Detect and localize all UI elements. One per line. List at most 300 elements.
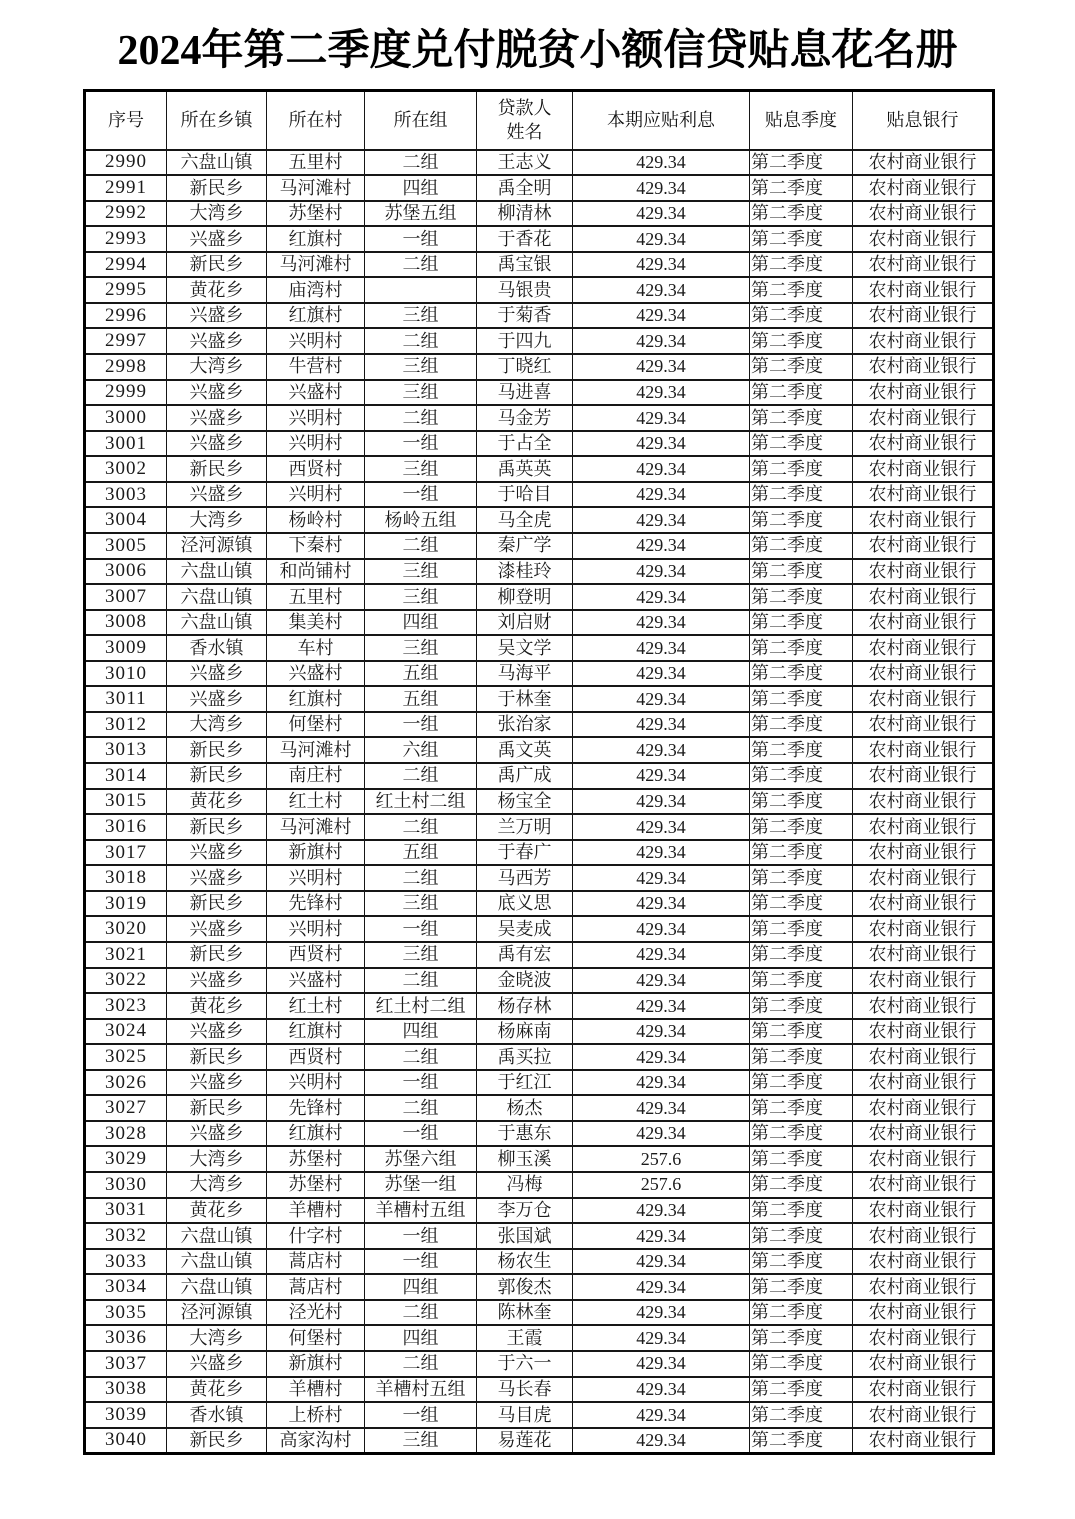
cell-group: 三组 [365,303,477,329]
cell-village: 兴明村 [267,328,365,354]
cell-name: 吴麦成 [477,916,573,942]
cell-quarter: 第二季度 [750,1019,853,1045]
cell-bank: 农村商业银行 [853,354,994,380]
cell-interest: 429.34 [573,431,750,457]
cell-quarter: 第二季度 [750,533,853,559]
cell-interest: 429.34 [573,865,750,891]
cell-serial: 3021 [85,942,167,968]
table-row [85,226,994,252]
cell-serial: 3031 [85,1198,167,1224]
cell-village: 下秦村 [267,533,365,559]
cell-township: 兴盛乡 [167,686,267,712]
cell-bank: 农村商业银行 [853,1121,994,1147]
cell-village: 何堡村 [267,1325,365,1351]
table-body [85,150,994,1454]
cell-township: 兴盛乡 [167,1121,267,1147]
cell-interest: 429.34 [573,1198,750,1224]
cell-village: 西贤村 [267,456,365,482]
header-row [85,91,994,150]
cell-group [365,277,477,303]
cell-village: 红旗村 [267,1019,365,1045]
cell-interest: 429.34 [573,712,750,738]
cell-name: 秦广学 [477,533,573,559]
cell-quarter: 第二季度 [750,328,853,354]
cell-group: 杨岭五组 [365,507,477,533]
table-row [85,405,994,431]
cell-village: 先锋村 [267,1095,365,1121]
cell-village: 苏堡村 [267,1172,365,1198]
cell-serial: 3010 [85,661,167,687]
cell-township: 新民乡 [167,891,267,917]
table-row [85,559,994,585]
table-row [85,150,994,176]
cell-village: 苏堡村 [267,1146,365,1172]
cell-interest: 429.34 [573,150,750,176]
cell-village: 马河滩村 [267,175,365,201]
cell-interest: 429.34 [573,916,750,942]
cell-quarter: 第二季度 [750,610,853,636]
cell-serial: 3028 [85,1121,167,1147]
cell-village: 红土村 [267,993,365,1019]
cell-group: 一组 [365,1223,477,1249]
cell-interest: 429.34 [573,1300,750,1326]
cell-serial: 3011 [85,686,167,712]
cell-serial: 3024 [85,1019,167,1045]
cell-village: 庙湾村 [267,277,365,303]
cell-township: 香水镇 [167,635,267,661]
cell-village: 什字村 [267,1223,365,1249]
cell-name: 王霞 [477,1325,573,1351]
cell-bank: 农村商业银行 [853,737,994,763]
table-row [85,814,994,840]
cell-quarter: 第二季度 [750,277,853,303]
column-header-group: 所在组 [365,91,477,150]
cell-interest: 429.34 [573,763,750,789]
cell-township: 六盘山镇 [167,150,267,176]
cell-name: 禹有宏 [477,942,573,968]
cell-bank: 农村商业银行 [853,303,994,329]
cell-serial: 3007 [85,584,167,610]
cell-township: 兴盛乡 [167,968,267,994]
cell-village: 高家沟村 [267,1428,365,1454]
cell-quarter: 第二季度 [750,840,853,866]
cell-quarter: 第二季度 [750,916,853,942]
cell-group: 一组 [365,482,477,508]
cell-quarter: 第二季度 [750,1095,853,1121]
table-row [85,865,994,891]
cell-group: 五组 [365,686,477,712]
cell-group: 二组 [365,763,477,789]
cell-bank: 农村商业银行 [853,507,994,533]
cell-group: 二组 [365,865,477,891]
table-row [85,1249,994,1275]
cell-interest: 429.34 [573,1428,750,1454]
cell-township: 新民乡 [167,1428,267,1454]
cell-interest: 429.34 [573,303,750,329]
cell-group: 一组 [365,712,477,738]
cell-township: 兴盛乡 [167,661,267,687]
cell-group: 二组 [365,252,477,278]
cell-group: 四组 [365,175,477,201]
cell-quarter: 第二季度 [750,1070,853,1096]
cell-name: 于六一 [477,1351,573,1377]
cell-quarter: 第二季度 [750,763,853,789]
cell-village: 红旗村 [267,303,365,329]
cell-interest: 429.34 [573,1274,750,1300]
cell-group: 三组 [365,354,477,380]
cell-group: 三组 [365,456,477,482]
cell-group: 羊槽村五组 [365,1377,477,1403]
cell-interest: 429.34 [573,1121,750,1147]
cell-serial: 3037 [85,1351,167,1377]
cell-name: 柳登明 [477,584,573,610]
cell-township: 大湾乡 [167,507,267,533]
cell-group: 三组 [365,584,477,610]
cell-village: 西贤村 [267,942,365,968]
cell-group: 一组 [365,431,477,457]
column-header-village: 所在村 [267,91,365,150]
cell-quarter: 第二季度 [750,1172,853,1198]
cell-interest: 429.34 [573,533,750,559]
cell-name: 杨存林 [477,993,573,1019]
cell-village: 蒿店村 [267,1249,365,1275]
cell-serial: 3030 [85,1172,167,1198]
cell-bank: 农村商业银行 [853,712,994,738]
cell-township: 兴盛乡 [167,431,267,457]
cell-township: 香水镇 [167,1402,267,1428]
cell-interest: 429.34 [573,328,750,354]
cell-bank: 农村商业银行 [853,610,994,636]
cell-name: 于四九 [477,328,573,354]
cell-township: 兴盛乡 [167,1070,267,1096]
cell-name: 郭俊杰 [477,1274,573,1300]
cell-quarter: 第二季度 [750,1377,853,1403]
cell-village: 新旗村 [267,1351,365,1377]
cell-quarter: 第二季度 [750,942,853,968]
cell-township: 六盘山镇 [167,610,267,636]
cell-village: 和尚铺村 [267,559,365,585]
cell-group: 五组 [365,840,477,866]
cell-village: 兴明村 [267,482,365,508]
table-row [85,1019,994,1045]
cell-name: 刘启财 [477,610,573,636]
cell-village: 兴明村 [267,916,365,942]
column-header-name [477,91,573,150]
cell-name: 柳清林 [477,201,573,227]
table-row [85,610,994,636]
cell-serial: 3022 [85,968,167,994]
table-row [85,789,994,815]
cell-name: 马目虎 [477,1402,573,1428]
cell-bank: 农村商业银行 [853,891,994,917]
cell-township: 兴盛乡 [167,865,267,891]
cell-name: 柳玉溪 [477,1146,573,1172]
cell-village: 苏堡村 [267,201,365,227]
cell-name: 禹宝银 [477,252,573,278]
cell-name: 禹全明 [477,175,573,201]
cell-interest: 429.34 [573,1070,750,1096]
table-row [85,1274,994,1300]
table-row [85,201,994,227]
cell-name: 于惠东 [477,1121,573,1147]
cell-village: 兴盛村 [267,661,365,687]
cell-village: 羊槽村 [267,1198,365,1224]
column-header-quarter: 贴息季度 [750,91,853,150]
cell-village: 新旗村 [267,840,365,866]
cell-quarter: 第二季度 [750,1325,853,1351]
cell-serial: 3039 [85,1402,167,1428]
cell-quarter: 第二季度 [750,431,853,457]
cell-interest: 429.34 [573,252,750,278]
cell-interest: 429.34 [573,942,750,968]
cell-quarter: 第二季度 [750,661,853,687]
cell-group: 一组 [365,1249,477,1275]
cell-quarter: 第二季度 [750,175,853,201]
cell-name: 易莲花 [477,1428,573,1454]
cell-village: 五里村 [267,584,365,610]
cell-township: 新民乡 [167,1095,267,1121]
cell-name: 金晓波 [477,968,573,994]
cell-bank: 农村商业银行 [853,559,994,585]
cell-group: 一组 [365,1121,477,1147]
cell-serial: 3005 [85,533,167,559]
cell-bank: 农村商业银行 [853,456,994,482]
cell-village: 蒿店村 [267,1274,365,1300]
cell-quarter: 第二季度 [750,252,853,278]
cell-name: 马西芳 [477,865,573,891]
cell-village: 南庄村 [267,763,365,789]
cell-quarter: 第二季度 [750,507,853,533]
cell-serial: 2993 [85,226,167,252]
cell-name: 禹买拉 [477,1044,573,1070]
cell-name: 于春广 [477,840,573,866]
cell-quarter: 第二季度 [750,405,853,431]
table-row [85,328,994,354]
cell-bank: 农村商业银行 [853,1249,994,1275]
cell-interest: 429.34 [573,610,750,636]
cell-township: 新民乡 [167,763,267,789]
cell-township: 六盘山镇 [167,559,267,585]
cell-name: 马长春 [477,1377,573,1403]
cell-village: 车村 [267,635,365,661]
cell-serial: 3003 [85,482,167,508]
table-row [85,456,994,482]
cell-interest: 429.34 [573,1095,750,1121]
cell-serial: 3038 [85,1377,167,1403]
cell-serial: 3026 [85,1070,167,1096]
cell-group: 二组 [365,1095,477,1121]
cell-township: 大湾乡 [167,1146,267,1172]
table-row [85,1300,994,1326]
cell-interest: 429.34 [573,226,750,252]
cell-serial: 2990 [85,150,167,176]
table-row [85,482,994,508]
table-row [85,712,994,738]
cell-quarter: 第二季度 [750,993,853,1019]
table-row [85,252,994,278]
table-row [85,891,994,917]
cell-bank: 农村商业银行 [853,993,994,1019]
cell-group: 二组 [365,150,477,176]
cell-interest: 429.34 [573,789,750,815]
cell-bank: 农村商业银行 [853,380,994,406]
cell-bank: 农村商业银行 [853,916,994,942]
cell-village: 兴盛村 [267,380,365,406]
cell-township: 新民乡 [167,942,267,968]
cell-quarter: 第二季度 [750,1274,853,1300]
table-row [85,840,994,866]
cell-township: 六盘山镇 [167,1223,267,1249]
table-row [85,1351,994,1377]
cell-quarter: 第二季度 [750,456,853,482]
cell-township: 新民乡 [167,175,267,201]
cell-township: 大湾乡 [167,1325,267,1351]
cell-serial: 3020 [85,916,167,942]
cell-serial: 3013 [85,737,167,763]
table-row [85,763,994,789]
cell-group: 三组 [365,942,477,968]
cell-group: 六组 [365,737,477,763]
cell-group: 二组 [365,814,477,840]
table-head [85,91,994,150]
cell-township: 黄花乡 [167,277,267,303]
cell-township: 兴盛乡 [167,916,267,942]
cell-name: 李万仓 [477,1198,573,1224]
cell-bank: 农村商业银行 [853,661,994,687]
cell-serial: 3016 [85,814,167,840]
cell-group: 三组 [365,380,477,406]
table-row [85,277,994,303]
cell-quarter: 第二季度 [750,789,853,815]
cell-name: 于菊香 [477,303,573,329]
cell-interest: 429.34 [573,354,750,380]
cell-name: 禹广成 [477,763,573,789]
cell-village: 泾光村 [267,1300,365,1326]
cell-township: 兴盛乡 [167,328,267,354]
cell-interest: 429.34 [573,891,750,917]
table-row [85,993,994,1019]
column-header-township: 所在乡镇 [167,91,267,150]
cell-village: 集美村 [267,610,365,636]
cell-group: 三组 [365,1428,477,1454]
cell-quarter: 第二季度 [750,482,853,508]
cell-bank: 农村商业银行 [853,252,994,278]
cell-quarter: 第二季度 [750,1044,853,1070]
cell-village: 何堡村 [267,712,365,738]
table-row [85,1095,994,1121]
cell-bank: 农村商业银行 [853,328,994,354]
cell-interest: 429.34 [573,1044,750,1070]
cell-bank: 农村商业银行 [853,686,994,712]
cell-group: 二组 [365,968,477,994]
cell-group: 五组 [365,661,477,687]
cell-interest: 429.34 [573,482,750,508]
cell-bank: 农村商业银行 [853,942,994,968]
cell-group: 四组 [365,610,477,636]
cell-group: 三组 [365,891,477,917]
cell-township: 泾河源镇 [167,1300,267,1326]
cell-serial: 3014 [85,763,167,789]
cell-interest: 429.34 [573,201,750,227]
cell-quarter: 第二季度 [750,712,853,738]
document-title: 2024年第二季度兑付脱贫小额信贷贴息花名册 [117,28,958,74]
cell-serial: 3035 [85,1300,167,1326]
cell-group: 二组 [365,1300,477,1326]
cell-bank: 农村商业银行 [853,175,994,201]
cell-quarter: 第二季度 [750,1249,853,1275]
cell-township: 新民乡 [167,456,267,482]
cell-bank: 农村商业银行 [853,405,994,431]
cell-group: 苏堡一组 [365,1172,477,1198]
cell-interest: 429.34 [573,584,750,610]
cell-bank: 农村商业银行 [853,150,994,176]
cell-village: 兴盛村 [267,968,365,994]
cell-serial: 2995 [85,277,167,303]
table-row [85,584,994,610]
cell-township: 六盘山镇 [167,1249,267,1275]
cell-township: 新民乡 [167,814,267,840]
cell-name: 马海平 [477,661,573,687]
cell-village: 牛营村 [267,354,365,380]
cell-bank: 农村商业银行 [853,1223,994,1249]
cell-township: 黄花乡 [167,993,267,1019]
cell-interest: 429.34 [573,1019,750,1045]
table-row [85,1070,994,1096]
cell-township: 兴盛乡 [167,482,267,508]
cell-name: 杨杰 [477,1095,573,1121]
cell-quarter: 第二季度 [750,584,853,610]
table-row [85,635,994,661]
cell-bank: 农村商业银行 [853,814,994,840]
cell-interest: 429.34 [573,686,750,712]
cell-bank: 农村商业银行 [853,1428,994,1454]
cell-quarter: 第二季度 [750,891,853,917]
cell-quarter: 第二季度 [750,968,853,994]
cell-township: 泾河源镇 [167,533,267,559]
table-row [85,1325,994,1351]
cell-bank: 农村商业银行 [853,201,994,227]
cell-village: 红旗村 [267,686,365,712]
cell-interest: 429.34 [573,993,750,1019]
cell-township: 黄花乡 [167,1377,267,1403]
cell-township: 兴盛乡 [167,1019,267,1045]
cell-interest: 429.34 [573,456,750,482]
cell-serial: 3004 [85,507,167,533]
cell-serial: 3040 [85,1428,167,1454]
cell-name: 冯梅 [477,1172,573,1198]
cell-township: 六盘山镇 [167,584,267,610]
table-row [85,175,994,201]
cell-name: 王志义 [477,150,573,176]
cell-township: 兴盛乡 [167,380,267,406]
cell-township: 兴盛乡 [167,405,267,431]
cell-bank: 农村商业银行 [853,482,994,508]
cell-village: 西贤村 [267,1044,365,1070]
cell-serial: 3019 [85,891,167,917]
table-row [85,661,994,687]
cell-quarter: 第二季度 [750,635,853,661]
cell-serial: 3008 [85,610,167,636]
cell-name: 丁晓红 [477,354,573,380]
cell-interest: 429.34 [573,507,750,533]
cell-group: 三组 [365,635,477,661]
cell-serial: 3036 [85,1325,167,1351]
cell-bank: 农村商业银行 [853,840,994,866]
cell-name: 马银贵 [477,277,573,303]
cell-serial: 3018 [85,865,167,891]
cell-group: 羊槽村五组 [365,1198,477,1224]
cell-name: 杨宝全 [477,789,573,815]
